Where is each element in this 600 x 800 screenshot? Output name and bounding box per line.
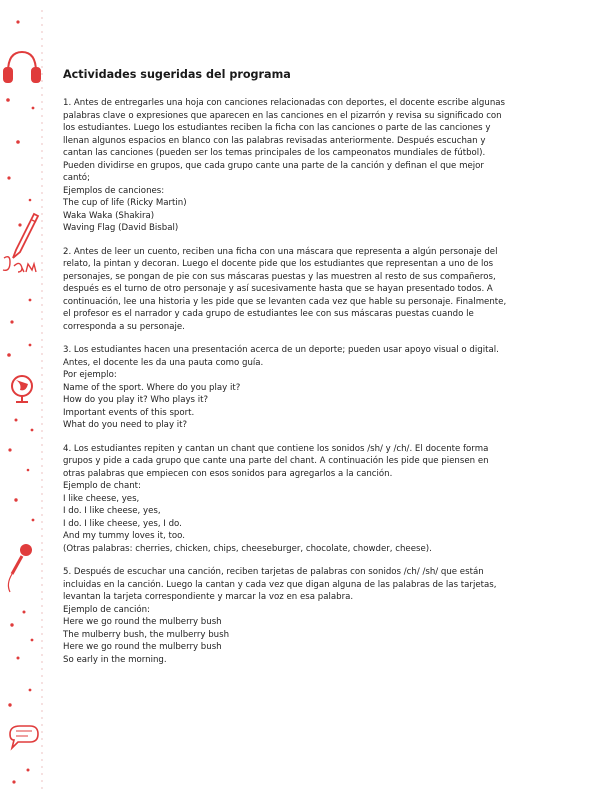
text-line: Ejemplo de chant: (63, 481, 141, 491)
text-line: What do you need to play it? (63, 420, 188, 430)
activity-2 (63, 246, 541, 334)
text-line: otras palabras que empiecen con esos sonidos para agregarlos a la canción. (63, 468, 393, 479)
text-line: (Otras palabras: cherries, chicken, chips, cheeseburger, chocolate, chowder, cheese). (63, 543, 432, 554)
text-line: incluidas en la canción. Luego la cantan y cada vez que digan alguna de las palabras de las tarjetas, (63, 579, 497, 590)
text-line: llenan algunos espacios en blanco con las palabras revisadas anteriormente. Después escuchan y (63, 135, 486, 146)
text-line: personajes, se pongan de pie con sus máscaras puestas y las muestren al resto de sus compañeros, (63, 271, 496, 282)
text-line: Name of the sport. Where do you play it? (63, 382, 241, 393)
text-line: I do. I like cheese, yes, (63, 506, 161, 516)
text-line: 3. Los estudiantes hacen una presentación acerca de un deporte; pueden usar apoyo visual o digital. (63, 345, 499, 355)
text-line: Waka Waka (Shakira) (63, 210, 155, 221)
text-line: Waving Flag (David Bisbal) (63, 223, 179, 233)
text-line: How do you play it? Who plays it? (63, 395, 209, 405)
text-line: 2. Antes de leer un cuento, reciben una ficha con una máscara que representa a algún personaje del (63, 246, 498, 257)
text-line: The cup of life (Ricky Martin) (63, 198, 187, 208)
text-line: 4. Los estudiantes repiten y cantan un chant que contiene los sonidos /sh/ y /ch/. El docente forma (63, 443, 489, 454)
text-line: Ejemplo de canción: (63, 604, 150, 615)
activity-4 (63, 443, 541, 556)
text-line: relato, la pintan y decoran. Luego el docente pide que los estudiantes que representan a uno de los (63, 259, 494, 269)
pencil-icon (13, 214, 38, 258)
document-body (63, 68, 541, 677)
jam-doodle-icon (3, 257, 36, 272)
text-line: Here we go round the mulberry bush (63, 642, 222, 652)
text-line: The mulberry bush, the mulberry bush (63, 629, 230, 640)
text-line: el profesor es el narrador y cada grupo de estudiantes lee con sus máscaras puestas cuando le (63, 309, 474, 319)
headphones-icon (4, 52, 40, 82)
text-line: cantó; (63, 173, 90, 183)
text-line: 1. Antes de entregarles una hoja con canciones relacionadas con deportes, el docente escribe algunas (63, 98, 506, 108)
text-line: And my tummy loves it, too. (63, 531, 185, 541)
text-line: Por ejemplo: (63, 370, 117, 380)
text-line: levantan la tarjeta correspondiente y marcar la voz en esa palabra. (63, 592, 354, 602)
text-line: grupos y pide a cada grupo que cante una parte del chant. A continuación les pide que piensen en (63, 456, 489, 466)
text-line: I do. I like cheese, yes, I do. (63, 518, 182, 529)
text-line: Antes, el docente les da una pauta como guía. (63, 357, 264, 368)
text-line: Important events of this sport. (63, 407, 195, 418)
activity-1 (63, 97, 541, 235)
activity-3 (63, 344, 541, 432)
text-line: palabras clave o expresiones que aparecen en las canciones en el pizarrón y revisa su significado con (63, 110, 502, 121)
activity-5 (63, 566, 541, 666)
speech-bubble-icon (10, 726, 38, 748)
text-line: los estudiantes. Luego los estudiantes reciben la ficha con las canciones o parte de las canciones y (63, 123, 491, 133)
microphone-icon (8, 544, 32, 592)
text-line: continuación, lee una historia y les pide que se levanten cada vez que hable su personaje. Finalmente, (63, 296, 507, 307)
text-line: 5. Después de escuchar una canción, reciben tarjetas de palabras con sonidos /ch/ /sh/ que están (63, 567, 484, 577)
text-line: Pueden dividirse en grupos, que cada grupo cante una parte de la canción y definan el que mejor (63, 160, 484, 171)
text-line: So early in the morning. (63, 654, 167, 665)
page-title: Actividades sugeridas del programa (63, 68, 291, 81)
text-line: Ejemplos de canciones: (63, 185, 165, 196)
text-line: I like cheese, yes, (63, 493, 140, 504)
text-line: corresponda a su personaje. (63, 321, 185, 332)
text-line: después es el turno de otro personaje y así sucesivamente hasta que se hayan presentado todos. A (63, 284, 493, 294)
margin-decoration (0, 0, 56, 800)
text-line: cantan las canciones (pueden ser los temas principales de los campeonatos mundiales de fútbol). (63, 148, 486, 158)
text-line: Here we go round the mulberry bush (63, 617, 222, 627)
globe-icon (12, 376, 32, 402)
